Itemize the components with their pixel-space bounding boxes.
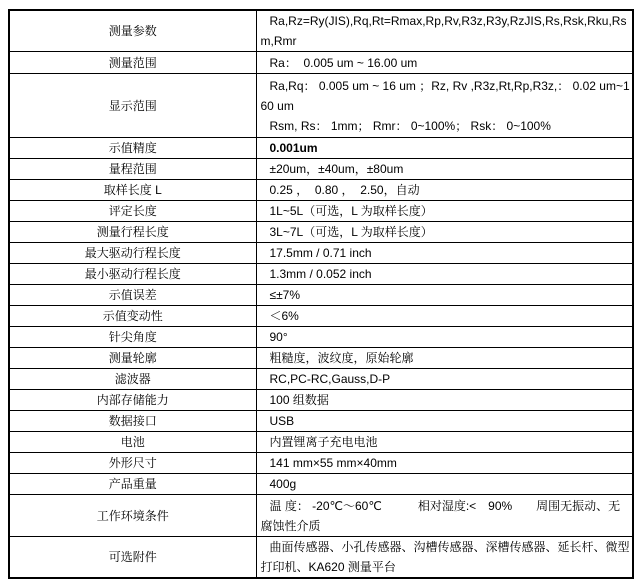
spec-value-line: 141 mm×55 mm×40mm [269,456,397,470]
spec-row-max-drive-stroke [9,243,633,264]
spec-label: 最小驱动行程长度 [9,264,256,285]
spec-value [256,348,633,369]
spec-value-line: ≤±7% [269,288,301,302]
spec-value [256,411,633,432]
spec-value-line: Ra： 0.005 um ~ 16.00 um [269,55,418,70]
spec-value-line: 100 组数据 [269,393,329,407]
spec-value [256,495,633,537]
spec-label: 测量范围 [9,52,256,74]
spec-value [256,327,633,348]
spec-row-stylus-tip-angle [9,327,633,348]
spec-label: 示值变动性 [9,306,256,327]
spec-value [256,138,633,159]
spec-value-line: 粗糙度，波纹度，原始轮廓 [269,351,414,365]
spec-value-line: 0.25 ， 0.80 ， 2.50，自动 [269,183,420,197]
spec-value [256,537,633,579]
spec-label: 最大驱动行程长度 [9,243,256,264]
spec-value [256,432,633,453]
spec-value-line: 17.5mm / 0.71 inch [269,246,372,260]
spec-value-line: ＜6% [269,309,299,323]
spec-value [256,285,633,306]
spec-label: 外形尺寸 [9,453,256,474]
spec-value-line: 温 度： -20℃～60℃ 相对湿度:< 90% 周围无振动、无腐蚀性介质 [260,498,621,533]
spec-row-optional-accessories [9,537,633,579]
spec-label: 示值精度 [9,138,256,159]
spec-value [256,222,633,243]
spec-row-indication-error [9,285,633,306]
spec-row-sampling-length [9,180,633,201]
spec-value [256,264,633,285]
spec-label: 针尖角度 [9,327,256,348]
spec-value [256,74,633,138]
spec-value-line: Ra,Rq： 0.005 um ~ 16 um ；Rz, Rv ,R3z,Rt,Rp,R3z,： 0.02 um~160 um [260,78,630,113]
spec-value [256,180,633,201]
spec-value [256,390,633,411]
spec-row-indication-resolution [9,138,633,159]
spec-row-working-environment [9,495,633,537]
spec-row-traverse-length [9,222,633,243]
spec-row-measuring-span [9,159,633,180]
spec-label: 测量轮廓 [9,348,256,369]
spec-row-dimensions [9,453,633,474]
spec-label: 取样长度 L [9,180,256,201]
spec-label: 可选附件 [9,537,256,579]
spec-value [256,10,633,52]
spec-label: 滤波器 [9,369,256,390]
spec-row-measured-profile [9,348,633,369]
spec-value [256,306,633,327]
spec-row-display-range [9,74,633,138]
spec-value-line: 1L~5L（可选，L 为取样长度） [269,204,433,218]
spec-table [8,9,634,579]
spec-row-internal-storage [9,390,633,411]
spec-value-line: 90° [269,330,288,344]
spec-value [256,474,633,495]
spec-row-battery [9,432,633,453]
spec-row-measure-parameters [9,10,633,52]
spec-value [256,453,633,474]
spec-value-line: Ra,Rz=Ry(JIS),Rq,Rt=Rmax,Rp,Rv,R3z,R3y,RzJIS,Rs,Rsk,Rku,Rsm,Rmr [260,14,627,48]
spec-label: 内部存储能力 [9,390,256,411]
spec-value-line: 0.001um [269,141,318,155]
spec-label: 测量行程长度 [9,222,256,243]
spec-value [256,52,633,74]
spec-label: 示值误差 [9,285,256,306]
spec-sheet [8,9,634,579]
spec-row-data-interface [9,411,633,432]
spec-label: 工作环境条件 [9,495,256,537]
spec-label: 测量参数 [9,10,256,52]
spec-value [256,201,633,222]
spec-row-product-weight [9,474,633,495]
spec-value-line: 曲面传感器、小孔传感器、沟槽传感器、深槽传感器、延长杆、微型打印机、KA620 测量平台 [260,540,630,574]
spec-row-min-drive-stroke [9,264,633,285]
spec-table-body [9,10,633,578]
spec-value-line: 3L~7L（可选，L 为取样长度） [269,225,433,239]
spec-value-line: 1.3mm / 0.052 inch [269,267,372,281]
spec-row-filter [9,369,633,390]
spec-value [256,243,633,264]
spec-value-line: Rsm, Rs： 1mm； Rmr： 0~100%； Rsk： 0~100% [269,118,551,133]
spec-row-measure-range [9,52,633,74]
spec-value-line: 400g [269,477,297,491]
spec-value-line: USB [269,414,295,428]
spec-label: 评定长度 [9,201,256,222]
spec-label: 显示范围 [9,74,256,138]
spec-value-line: ±20um，±40um，±80um [269,162,404,176]
spec-row-indication-variability [9,306,633,327]
spec-label: 电池 [9,432,256,453]
spec-value-line: 内置锂离子充电电池 [269,435,378,449]
spec-value [256,369,633,390]
spec-label: 数据接口 [9,411,256,432]
spec-label: 产品重量 [9,474,256,495]
spec-row-evaluation-length [9,201,633,222]
spec-value-line: RC,PC-RC,Gauss,D-P [269,372,391,386]
spec-value [256,159,633,180]
spec-label: 量程范围 [9,159,256,180]
